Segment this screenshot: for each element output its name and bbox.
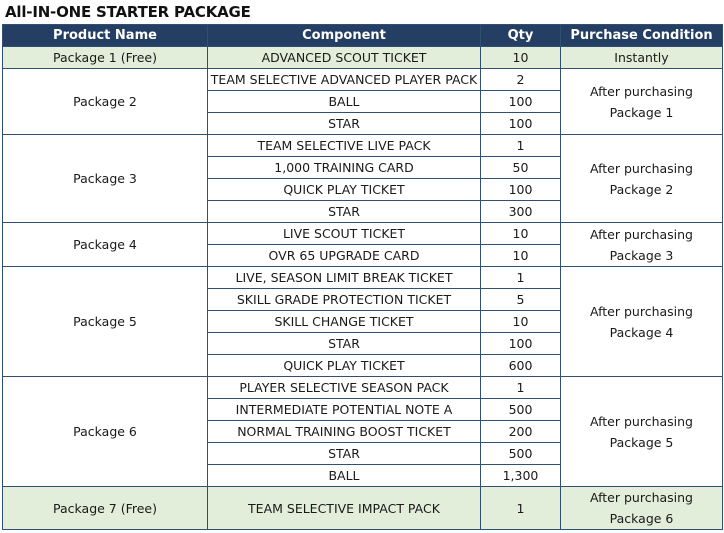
component-cell: NORMAL TRAINING BOOST TICKET — [208, 421, 481, 443]
qty-cell: 10 — [481, 311, 561, 333]
component-cell: BALL — [208, 465, 481, 487]
purchase-condition-cell — [561, 223, 723, 267]
component-cell: LIVE SCOUT TICKET — [208, 223, 481, 245]
qty-cell: 200 — [481, 421, 561, 443]
qty-cell: 10 — [481, 245, 561, 267]
condition-line: Package 3 — [609, 247, 674, 263]
qty-cell: 100 — [481, 91, 561, 113]
purchase-condition-cell — [561, 377, 723, 487]
purchase-condition-cell — [561, 267, 723, 377]
condition-line: Package 5 — [609, 434, 674, 450]
product-name-cell: Package 4 — [3, 223, 208, 267]
component-cell: SKILL CHANGE TICKET — [208, 311, 481, 333]
condition-line: After purchasing — [589, 413, 693, 429]
component-cell: TEAM SELECTIVE IMPACT PACK — [208, 487, 481, 530]
product-name-cell: Package 3 — [3, 135, 208, 223]
qty-cell: 50 — [481, 157, 561, 179]
condition-line: Package 4 — [609, 324, 674, 340]
qty-cell: 100 — [481, 333, 561, 355]
qty-cell: 600 — [481, 355, 561, 377]
product-name-cell: Package 5 — [3, 267, 208, 377]
component-cell: PLAYER SELECTIVE SEASON PACK — [208, 377, 481, 399]
component-cell: ADVANCED SCOUT TICKET — [208, 47, 481, 69]
table-header-row — [3, 25, 723, 47]
component-cell: LIVE, SEASON LIMIT BREAK TICKET — [208, 267, 481, 289]
qty-cell: 1 — [481, 487, 561, 530]
component-cell: OVR 65 UPGRADE CARD — [208, 245, 481, 267]
condition-line: After purchasing — [589, 160, 693, 176]
condition-line: After purchasing — [589, 303, 693, 319]
component-cell: TEAM SELECTIVE LIVE PACK — [208, 135, 481, 157]
product-name-cell: Package 2 — [3, 69, 208, 135]
table-row — [3, 223, 723, 245]
qty-cell: 1 — [481, 377, 561, 399]
qty-cell: 1 — [481, 135, 561, 157]
table-row — [3, 487, 723, 530]
table-body — [3, 47, 723, 530]
condition-line: Package 2 — [609, 181, 674, 197]
purchase-condition-cell — [561, 47, 723, 69]
qty-cell: 500 — [481, 443, 561, 465]
component-cell: TEAM SELECTIVE ADVANCED PLAYER PACK — [208, 69, 481, 91]
component-cell: STAR — [208, 201, 481, 223]
component-cell: BALL — [208, 91, 481, 113]
header-purchase-condition: Purchase Condition — [561, 25, 723, 47]
qty-cell: 300 — [481, 201, 561, 223]
qty-cell: 10 — [481, 223, 561, 245]
qty-cell: 10 — [481, 47, 561, 69]
component-cell: QUICK PLAY TICKET — [208, 355, 481, 377]
qty-cell: 500 — [481, 399, 561, 421]
product-name-cell: Package 7 (Free) — [3, 487, 208, 530]
starter-package-table — [2, 24, 723, 530]
component-cell: STAR — [208, 113, 481, 135]
table-row — [3, 47, 723, 69]
qty-cell: 100 — [481, 113, 561, 135]
component-cell: STAR — [208, 443, 481, 465]
purchase-condition-cell — [561, 487, 723, 530]
header-qty: Qty — [481, 25, 561, 47]
product-name-cell: Package 6 — [3, 377, 208, 487]
component-cell: INTERMEDIATE POTENTIAL NOTE A — [208, 399, 481, 421]
header-product-name: Product Name — [3, 25, 208, 47]
condition-line: Package 1 — [609, 104, 674, 120]
product-name-cell: Package 1 (Free) — [3, 47, 208, 69]
page-title: All-IN-ONE STARTER PACKAGE — [5, 3, 251, 21]
purchase-condition-cell — [561, 69, 723, 135]
qty-cell: 1 — [481, 267, 561, 289]
qty-cell: 1,300 — [481, 465, 561, 487]
table-row — [3, 267, 723, 289]
condition-line: Instantly — [614, 50, 669, 65]
component-cell: SKILL GRADE PROTECTION TICKET — [208, 289, 481, 311]
component-cell: QUICK PLAY TICKET — [208, 179, 481, 201]
condition-line: After purchasing — [589, 226, 693, 242]
purchase-condition-cell — [561, 135, 723, 223]
table-row — [3, 135, 723, 157]
header-component: Component — [208, 25, 481, 47]
qty-cell: 100 — [481, 179, 561, 201]
qty-cell: 2 — [481, 69, 561, 91]
condition-line: Package 6 — [609, 511, 674, 526]
condition-line: After purchasing — [589, 83, 693, 99]
component-cell: STAR — [208, 333, 481, 355]
qty-cell: 5 — [481, 289, 561, 311]
table-row — [3, 69, 723, 91]
condition-line: After purchasing — [589, 490, 693, 505]
component-cell: 1,000 TRAINING CARD — [208, 157, 481, 179]
table-row — [3, 377, 723, 399]
